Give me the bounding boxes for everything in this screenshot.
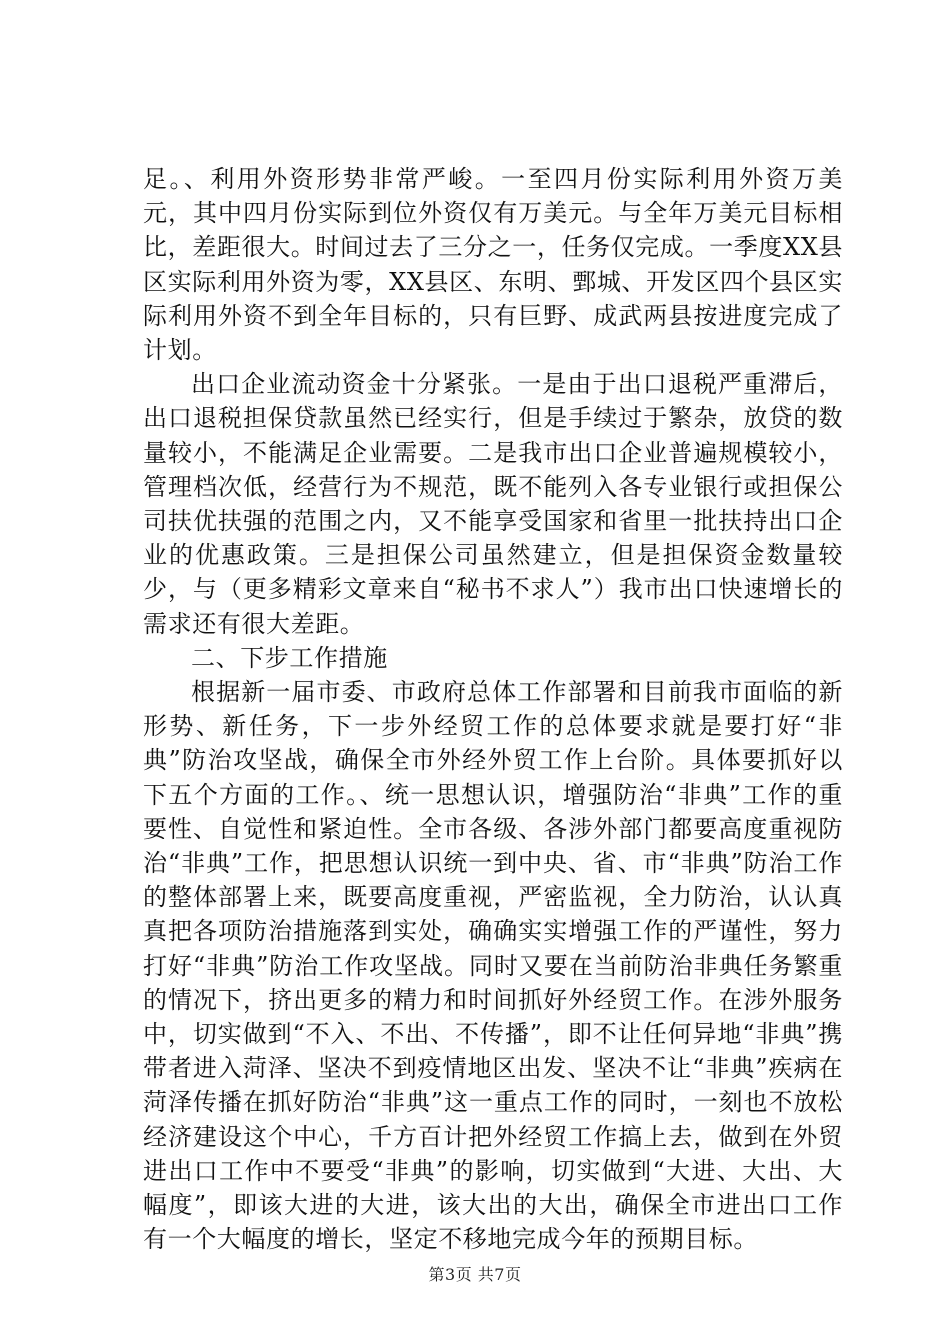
document-body	[143, 162, 843, 1257]
page-footer: 第3页 共7页	[428, 1265, 522, 1284]
paragraph-working-capital: 出口企业流动资金十分紧张。一是由于出口退税严重滞后，出口退税担保贷款虽然已经实行，但是手续过于繁杂，放贷的数量较小，不能满足企业需要。二是我市出口企业普遍规模较小，管理档次低，经营行为不规范，既不能列入各专业银行或担保公司扶优扶强的范围之内，又不能享受国家和省里一批扶持出口企业的优惠政策。三是担保公司虽然建立，但是担保资金数量较少，与（更多精彩文章来自“秘书不求人”）我市出口快速增长的需求还有很大差距。	[143, 370, 843, 638]
paragraph-work-measures: 根据新一届市委、市政府总体工作部署和目前我市面临的新形势、新任务，下一步外经贸工作的总体要求就是要打好“非典”防治攻坚战，确保全市外经外贸工作上台阶。具体要抓好以下五个方面的工作。、统一思想认识，增强防治“非典”工作的重要性、自觉性和紧迫性。全市各级、各涉外部门都要高度重视防治“非典”工作，把思想认识统一到中央、省、市“非典”防治工作的整体部署上来，既要高度重视，严密监视，全力防治，认认真真把各项防治措施落到实处，确确实实增强工作的严谨性，努力打好“非典”防治工作攻坚战。同时又要在当前防治非典任务繁重的情况下，挤出更多的精力和时间抓好外经贸工作。在涉外服务中，切实做到“不入、不出、不传播”，即不让任何异地“非典”携带者进入菏泽、坚决不到疫情地区出发、坚决不让“非典”疾病在菏泽传播在抓好防治“非典”这一重点工作的同时，一刻也不放松经济建设这个中心，千方百计把外经贸工作搞上去，做到在外贸进出口工作中不要受“非典”的影响，切实做到“大进、大出、大幅度”，即该大进的大进，该大出的大出，确保全市进出口工作有一个大幅度的增长，坚定不移地完成今年的预期目标。	[143, 678, 843, 1254]
section-heading-next-steps: 二、下步工作措施	[191, 643, 388, 672]
paragraph-foreign-investment: 足。、利用外资形势非常严峻。一至四月份实际利用外资万美元，其中四月份实际到位外资仅有万美元。与全年万美元目标相比，差距很大。时间过去了三分之一，任务仅完成。一季度XX县区实际利用外资为零，XX县区、东明、鄄城、开发区四个县区实际利用外资不到全年目标的，只有巨野、成武两县按进度完成了计划。	[143, 165, 843, 365]
